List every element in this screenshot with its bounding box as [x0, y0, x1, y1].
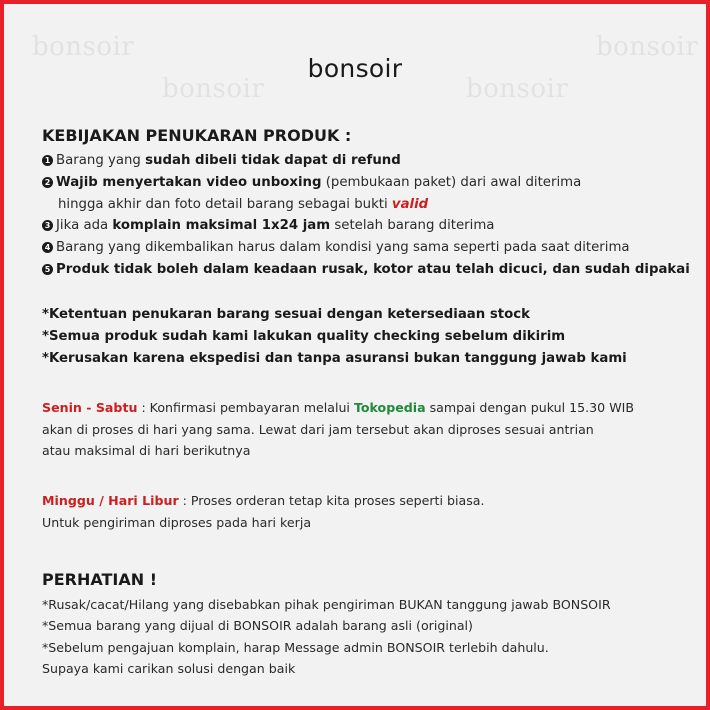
- holiday-line-2: Untuk pengiriman diproses pada hari kerja: [42, 515, 312, 530]
- weekday-schedule: Senin - Sabtu : Konfirmasi pembayaran melalui Tokopedia sampai dengan pukul 15.30 WIB: [42, 400, 635, 415]
- platform-name: Tokopedia: [353, 400, 426, 415]
- attention-line: *Rusak/cacat/Hilang yang disebabkan pihak pengiriman BUKAN tanggung jawab BONSOIR: [42, 597, 611, 612]
- weekday-line-2: akan di proses di hari yang sama. Lewat dari jam tersebut akan diproses sesuai antrian: [42, 422, 594, 437]
- rule-1: 1 Barang yang sudah dibeli tidak dapat di refund: [42, 153, 401, 168]
- brand-logo: bonsoir: [307, 54, 403, 83]
- number-1-icon: 1: [42, 155, 53, 166]
- watermark-logo: bonsoir: [466, 74, 569, 104]
- rule-3: 3 Jika ada komplain maksimal 1x24 jam setelah barang diterima: [42, 218, 494, 233]
- note-stock: *Ketentuan penukaran barang sesuai dengan ketersediaan stock: [42, 307, 530, 322]
- attention-line: *Sebelum pengajuan komplain, harap Message admin BONSOIR terlebih dahulu.: [42, 640, 549, 655]
- note-expedition: *Kerusakan karena ekspedisi dan tanpa asuransi bukan tanggung jawab kami: [42, 351, 627, 366]
- number-5-icon: 5: [42, 264, 53, 275]
- number-4-icon: 4: [42, 242, 53, 253]
- rule-2-continued: hingga akhir dan foto detail barang sebagai bukti valid: [58, 197, 429, 212]
- watermark-logo: bonsoir: [32, 32, 135, 62]
- holiday-schedule: Minggu / Hari Libur : Proses orderan tetap kita proses seperti biasa.: [42, 493, 485, 508]
- rule-4: 4 Barang yang dikembalikan harus dalam kondisi yang sama seperti pada saat diterima: [42, 240, 630, 255]
- watermark-logo: bonsoir: [162, 74, 265, 104]
- rule-5: 5 Produk tidak boleh dalam keadaan rusak, kotor atau telah dicuci, dan sudah dipakai: [42, 262, 690, 277]
- attention-heading: PERHATIAN !: [42, 570, 158, 589]
- attention-line: Supaya kami carikan solusi dengan baik: [42, 661, 296, 676]
- policy-heading: KEBIJAKAN PENUKARAN PRODUK :: [42, 126, 352, 145]
- watermark-logo: bonsoir: [596, 32, 699, 62]
- weekday-line-3: atau maksimal di hari berikutnya: [42, 443, 251, 458]
- number-3-icon: 3: [42, 220, 53, 231]
- weekday-label: Senin - Sabtu: [42, 400, 138, 415]
- note-quality: *Semua produk sudah kami lakukan quality checking sebelum dikirim: [42, 329, 566, 344]
- attention-line: *Semua barang yang dijual di BONSOIR adalah barang asli (original): [42, 618, 473, 633]
- holiday-label: Minggu / Hari Libur: [42, 493, 179, 508]
- number-2-icon: 2: [42, 177, 53, 188]
- rule-2: 2 Wajib menyertakan video unboxing (pembukaan paket) dari awal diterima: [42, 175, 581, 190]
